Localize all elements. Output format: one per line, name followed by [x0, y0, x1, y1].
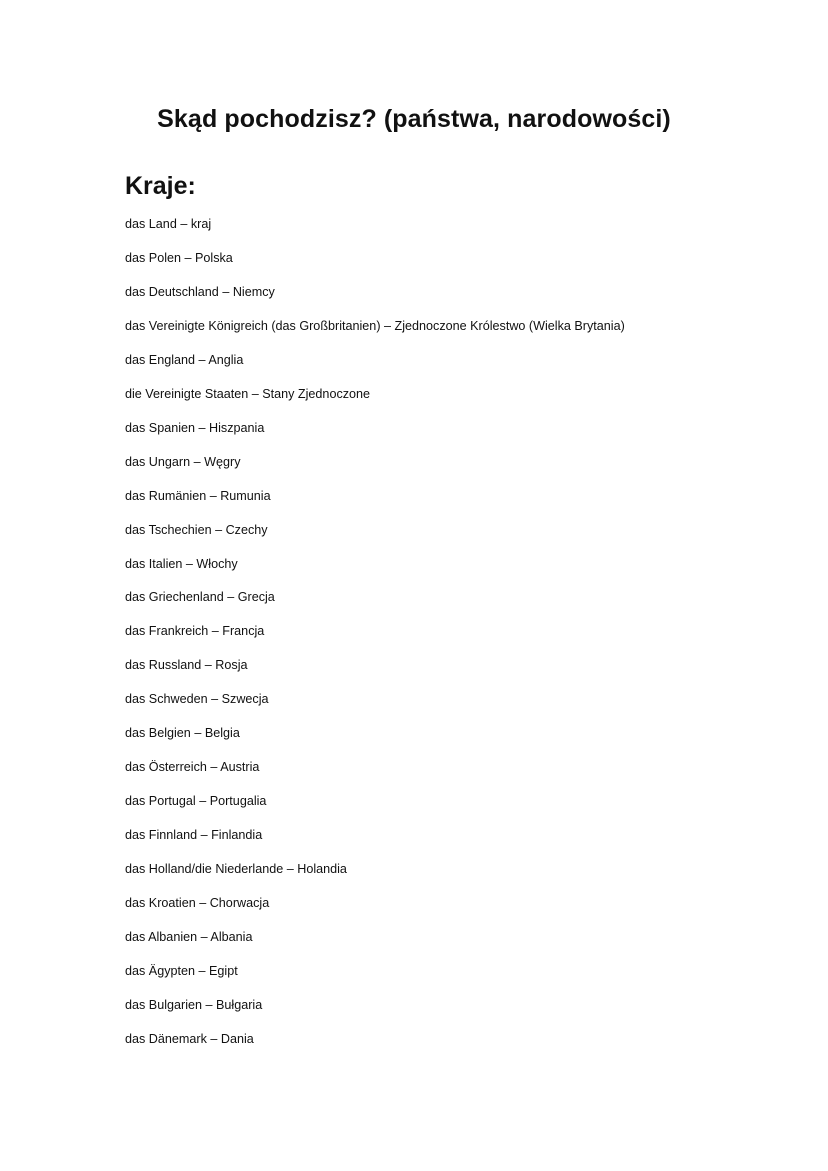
- entry-text: das Kroatien – Chorwacja: [125, 896, 270, 911]
- entry-text: das Belgien – Belgia: [125, 726, 240, 741]
- entry-text: die Vereinigte Staaten – Stany Zjednoczone: [125, 386, 371, 401]
- vocabulary-entry: [125, 723, 625, 757]
- entry-text: das Rumänien – Rumunia: [125, 488, 271, 503]
- vocabulary-entry: [125, 961, 625, 995]
- entry-text: das Tschechien – Czechy: [125, 522, 268, 537]
- entry-text: das Finnland – Finlandia: [125, 828, 263, 843]
- vocabulary-entry: [125, 214, 625, 248]
- section-heading-countries: Kraje:: [125, 172, 196, 200]
- entry-text: das Deutschland – Niemcy: [125, 284, 275, 299]
- page-title: Skąd pochodzisz? (państwa, narodowości): [157, 105, 671, 133]
- vocabulary-entry: [125, 995, 625, 1029]
- entry-text: das Italien – Włochy: [125, 556, 238, 571]
- vocabulary-entry: [125, 757, 625, 791]
- entry-text: das Schweden – Szwecja: [125, 692, 269, 707]
- entry-text: das Bulgarien – Bułgaria: [125, 997, 263, 1012]
- vocabulary-entry: [125, 825, 625, 859]
- vocabulary-entry: [125, 859, 625, 893]
- vocabulary-entry: [125, 452, 625, 486]
- entry-text: das Österreich – Austria: [125, 760, 260, 775]
- entry-text: das Ungarn – Węgry: [125, 454, 241, 469]
- entry-text: das Russland – Rosja: [125, 658, 248, 673]
- entry-text: das Ägypten – Egipt: [125, 963, 238, 978]
- entry-text: das Land – kraj: [125, 217, 212, 231]
- vocabulary-entry: [125, 316, 625, 350]
- vocabulary-entry: [125, 655, 625, 689]
- vocabulary-entry: [125, 248, 625, 282]
- entry-text: das Griechenland – Grecja: [125, 590, 275, 605]
- vocabulary-entry: [125, 486, 625, 520]
- entry-text: das Portugal – Portugalia: [125, 794, 267, 809]
- entry-text: das Holland/die Niederlande – Holandia: [125, 862, 347, 877]
- entry-text: das Spanien – Hiszpania: [125, 420, 265, 435]
- entry-text: das England – Anglia: [125, 352, 244, 367]
- entry-text: das Vereinigte Königreich (das Großbritanien) – Zjednoczone Królestwo (Wielka Brytania): [125, 318, 625, 333]
- entry-text: das Albanien – Albania: [125, 930, 253, 945]
- vocabulary-list: [125, 214, 625, 1063]
- vocabulary-entry: [125, 689, 625, 723]
- vocabulary-entry: [125, 791, 625, 825]
- entry-text: das Polen – Polska: [125, 250, 233, 265]
- vocabulary-entry: [125, 384, 625, 418]
- vocabulary-entry: [125, 418, 625, 452]
- vocabulary-entry: [125, 587, 625, 621]
- vocabulary-entry: [125, 1029, 625, 1063]
- entry-text: das Frankreich – Francja: [125, 624, 265, 639]
- vocabulary-entry: [125, 927, 625, 961]
- vocabulary-entry: [125, 893, 625, 927]
- vocabulary-entry: [125, 282, 625, 316]
- vocabulary-entry: [125, 554, 625, 588]
- vocabulary-entry: [125, 520, 625, 554]
- vocabulary-entry: [125, 350, 625, 384]
- vocabulary-entry: [125, 621, 625, 655]
- entry-text: das Dänemark – Dania: [125, 1031, 254, 1046]
